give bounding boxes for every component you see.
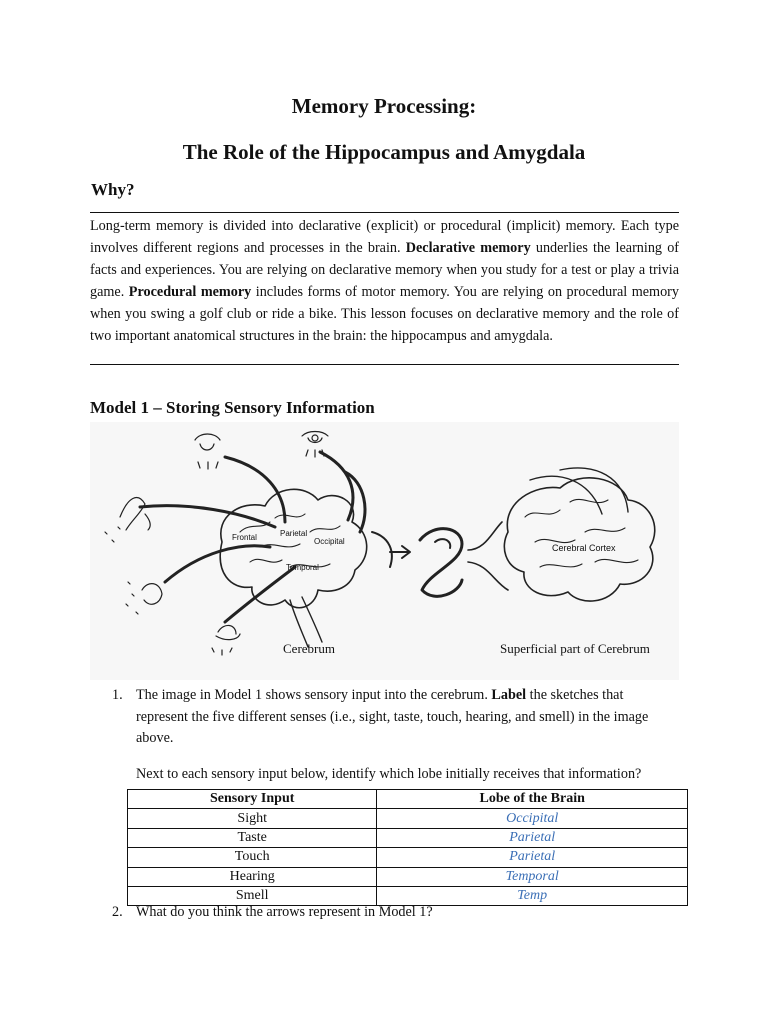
sensory-input-cell: Touch	[128, 848, 377, 867]
divider-bottom	[90, 364, 679, 365]
table-row	[128, 828, 688, 847]
why-text-part2: underlies the learning of facts and experiences. You are relying on declarative memory when you study for a test or play a trivia game.	[90, 240, 680, 300]
table-row	[128, 809, 688, 828]
label-frontal: Frontal	[232, 533, 257, 542]
divider-top	[90, 212, 679, 213]
table-header-row	[128, 790, 688, 809]
header-lobe-of-brain: Lobe of the Brain	[377, 790, 688, 809]
sensory-input-cell: Smell	[128, 886, 377, 905]
caption-superficial-cerebrum: Superficial part of Cerebrum	[500, 641, 650, 656]
declarative-memory-term: Declarative memory	[405, 240, 531, 256]
question-1	[112, 685, 672, 750]
lobe-answer-field[interactable]: Parietal	[377, 848, 688, 867]
question-2-number: 2.	[112, 904, 123, 920]
model1-heading: Model 1 – Storing Sensory Information	[90, 398, 375, 417]
lobe-answer-field[interactable]: Temporal	[377, 867, 688, 886]
header-sensory-input: Sensory Input	[128, 790, 377, 809]
label-parietal: Parietal	[280, 529, 308, 538]
why-heading: Why?	[91, 180, 135, 199]
label-occipital: Occipital	[314, 537, 345, 546]
title-line-1: Memory Processing:	[291, 94, 477, 118]
question-1-label-word: Label	[491, 687, 527, 703]
lobe-answer-field[interactable]: Parietal	[377, 828, 688, 847]
question-1-text-b: the sketches that represent the five different senses (i.e., sight, taste, touch, hearing, and smell) in the image above.	[136, 687, 649, 746]
sensory-input-cell: Taste	[128, 828, 377, 847]
question-1-text-a: The image in Model 1 shows sensory input into the cerebrum.	[136, 687, 492, 703]
question-1-text	[136, 685, 672, 750]
label-cerebral-cortex: Cerebral Cortex	[552, 543, 616, 553]
question-2-text: What do you think the arrows represent in Model 1?	[136, 904, 433, 920]
lobe-answer-field[interactable]: Temp	[377, 886, 688, 905]
sensory-lobe-table	[127, 789, 688, 906]
why-text-part1: Long-term memory is divided into declarative (explicit) or procedural (implicit) memory. Each type involves different regions and processes in the brain.	[90, 218, 679, 256]
lobe-answer-field[interactable]: Occipital	[377, 809, 688, 828]
table-row	[128, 867, 688, 886]
question-2	[112, 904, 433, 921]
table-row	[128, 886, 688, 905]
label-temporal: Temporal	[286, 563, 319, 572]
why-text-part3: includes forms of motor memory. You are relying on procedural memory when you swing a golf club or ride a bike. This lesson focuses on declarative memory and the role of two important anatomical structures in the brain: the hippocampus and amygdala.	[90, 284, 680, 344]
table-row	[128, 848, 688, 867]
question-1-number: 1.	[112, 687, 123, 703]
sensory-input-cell: Sight	[128, 809, 377, 828]
sensory-input-cell: Hearing	[128, 867, 377, 886]
question-1-instruction: Next to each sensory input below, identify which lobe initially receives that information?	[136, 766, 642, 782]
model1-figure	[90, 422, 679, 680]
procedural-memory-term: Procedural memory	[128, 284, 252, 300]
why-paragraph	[90, 215, 679, 347]
caption-cerebrum: Cerebrum	[283, 641, 335, 656]
title-line-2: The Role of the Hippocampus and Amygdala	[182, 140, 586, 164]
